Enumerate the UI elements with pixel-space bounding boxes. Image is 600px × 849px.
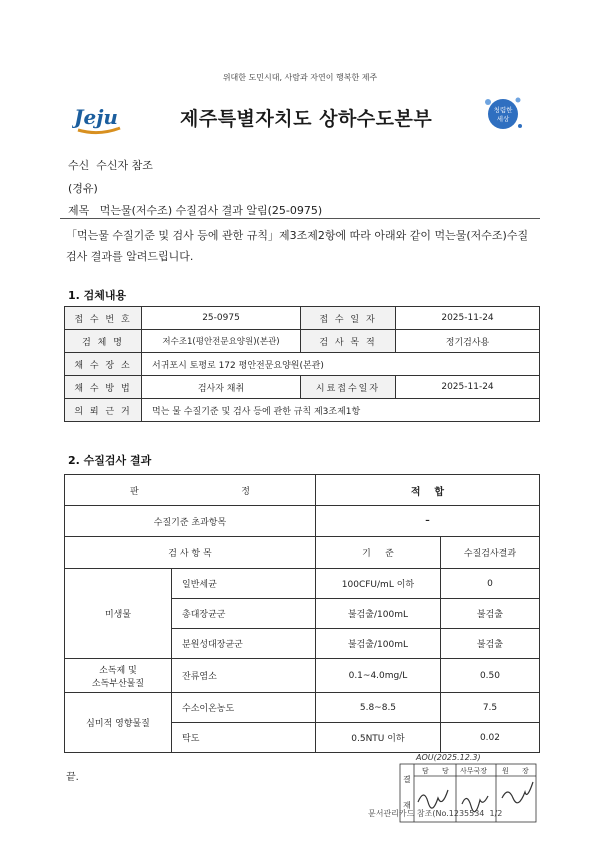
doc-management-ref: 문서관리카드 참조(No.1235534 — [368, 809, 485, 818]
cell-value: 서귀포시 토평로 172 평안전문요양원(본관) — [142, 353, 540, 376]
cell-value: 25-0975 — [142, 307, 301, 330]
logo-text: Jeju — [74, 105, 118, 129]
table-row — [65, 399, 540, 422]
table-row — [65, 569, 540, 599]
cell-value: 먹는 물 수질기준 및 검사 등에 관한 규칙 제3조제1항 — [142, 399, 540, 422]
stamp-header-1: 담 — [422, 767, 429, 775]
item-result: 불검출 — [440, 599, 539, 629]
header-divider — [60, 218, 540, 219]
exceed-value: – — [315, 506, 539, 537]
closing-mark: 끝. — [66, 772, 79, 783]
footer-line — [368, 808, 502, 819]
item-standard: 5.8~8.5 — [315, 693, 440, 723]
item-name: 총대장균군 — [172, 599, 316, 629]
stamp-header-3: 사무국장 — [460, 767, 488, 775]
item-result: 0.50 — [440, 659, 539, 693]
verdict-label — [65, 475, 316, 506]
results-table — [64, 474, 540, 753]
item-name: 탁도 — [172, 723, 316, 753]
item-name: 분원성대장균군 — [172, 629, 316, 659]
cell-value: 2025-11-24 — [396, 307, 540, 330]
table-row — [65, 330, 540, 353]
cell-label: 채 수 방 법 — [65, 376, 142, 399]
cell-label: 검 사 목 적 — [301, 330, 396, 353]
table-row — [65, 307, 540, 330]
cell-label: 의 뢰 근 거 — [65, 399, 142, 422]
group-name: 심미적 영향물질 — [65, 693, 172, 753]
exceed-label: 수질기준 초과항목 — [65, 506, 316, 537]
body-paragraph: 「먹는물 수질기준 및 검사 등에 관한 규칙」제3조제2항에 따라 아래와 같이 먹는물(저수조)수질검사 결과를 알려드립니다. — [66, 229, 529, 263]
table-row — [65, 537, 540, 569]
specimen-table — [64, 306, 540, 422]
cell-value: 검사자 채취 — [142, 376, 301, 399]
header-item: 검 사 항 목 — [65, 537, 316, 569]
table-row — [65, 376, 540, 399]
svg-text:세상: 세상 — [496, 115, 510, 123]
subject-label: 제목 — [68, 204, 90, 217]
stamp-header-5: 장 — [522, 767, 529, 775]
table-row — [65, 659, 540, 693]
item-result: 0 — [440, 569, 539, 599]
item-name: 수소이온농도 — [172, 693, 316, 723]
group-name: 미생물 — [65, 569, 172, 659]
cell-value: 정기검사용 — [396, 330, 540, 353]
via-line: (경유) — [68, 182, 98, 195]
recipient-label: 수신 — [68, 159, 90, 172]
verdict-label-a: 판 — [129, 486, 139, 497]
verdict-value: 적 합 — [315, 475, 539, 506]
item-standard: 불검출/100mL — [315, 599, 440, 629]
item-standard: 불검출/100mL — [315, 629, 440, 659]
recipient-value: 수신자 참조 — [96, 159, 153, 172]
section2-title: 2. 수질검사 결과 — [68, 454, 152, 467]
table-row — [65, 693, 540, 723]
table-row — [65, 475, 540, 506]
item-standard: 0.5NTU 이하 — [315, 723, 440, 753]
cell-label: 검 체 명 — [65, 330, 142, 353]
item-standard: 100CFU/mL 이하 — [315, 569, 440, 599]
organization-title: 제주특별자치도 상하수도본부 — [180, 108, 433, 130]
integrity-emblem-icon — [478, 94, 526, 134]
item-name: 일반세균 — [172, 569, 316, 599]
section1-title: 1. 검체내용 — [68, 289, 127, 302]
stamp-col1: 결 — [403, 775, 411, 784]
page-number: 1/2 — [489, 809, 503, 818]
item-result: 불검출 — [440, 629, 539, 659]
cell-label: 접 수 번 호 — [65, 307, 142, 330]
group-name-line2: 소독부산물질 — [91, 678, 145, 689]
stamp-col2: 재 — [403, 801, 411, 810]
header-standard: 기 준 — [315, 537, 440, 569]
table-row — [65, 506, 540, 537]
cell-label: 시료접수일자 — [301, 376, 396, 399]
table-row — [65, 353, 540, 376]
recipient-line — [68, 157, 153, 173]
subject-line — [68, 202, 322, 218]
group-name — [65, 659, 172, 693]
svg-text:청렴한: 청렴한 — [493, 106, 513, 114]
jeju-logo — [72, 100, 126, 136]
stamp-header-4: 원 — [502, 767, 509, 775]
cell-label: 채 수 장 소 — [65, 353, 142, 376]
item-standard: 0.1~4.0mg/L — [315, 659, 440, 693]
item-result: 7.5 — [440, 693, 539, 723]
header-result: 수질검사결과 — [440, 537, 539, 569]
item-result: 0.02 — [440, 723, 539, 753]
stamp-header-2: 당 — [442, 767, 449, 775]
cell-value: 2025-11-24 — [396, 376, 540, 399]
item-name: 잔류염소 — [172, 659, 316, 693]
cell-label: 접 수 일 자 — [301, 307, 396, 330]
verdict-label-b: 정 — [241, 486, 250, 497]
cell-value: 저수조1(평안전문요양원)(본관) — [142, 330, 301, 353]
group-name-line1: 소독제 및 — [99, 665, 137, 676]
subject-value: 먹는물(저수조) 수질검사 결과 알림(25-0975) — [99, 204, 323, 217]
slogan: 위대한 도민시대, 사람과 자연이 행복한 제주 — [222, 73, 378, 82]
stamp-date-note: AOU(2025.12.3) — [416, 753, 481, 762]
